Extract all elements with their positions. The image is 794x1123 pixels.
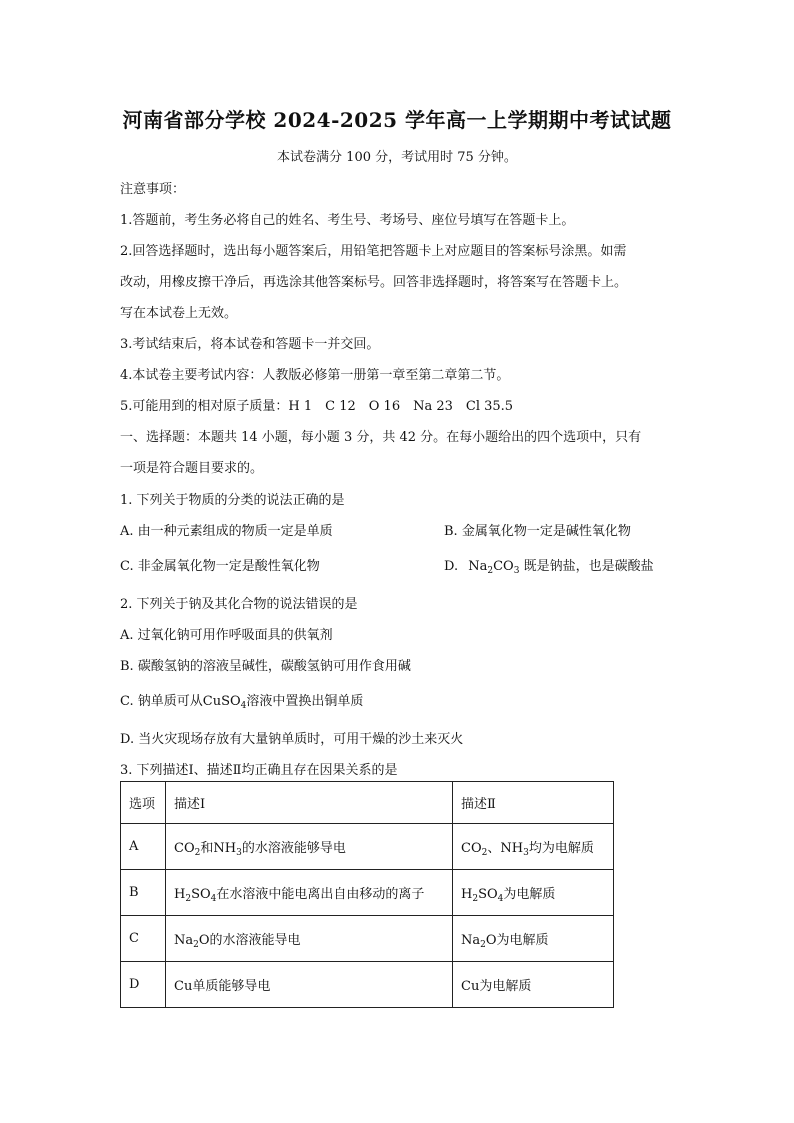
- formula-subscript: 4: [497, 894, 504, 904]
- formula-subscript: 3: [236, 848, 242, 858]
- q2-option-c: [120, 690, 363, 709]
- table-row: [121, 824, 614, 870]
- formula-subscript: 2: [472, 894, 479, 904]
- q2-option-c-text: 溶液中置换出铜单质: [246, 694, 364, 709]
- q1-option-d: [444, 555, 654, 574]
- q2-option-d: D. 当火灾现场存放有大量钠单质时，可用干燥的沙土来灭火: [120, 732, 464, 747]
- q3-stem: 3. 下列描述Ⅰ、描述Ⅱ均正确且存在因果关系的是: [120, 763, 398, 778]
- q2-option-c-formula: [203, 694, 247, 709]
- page-title: 河南省部分学校 2024-2025 学年高一上学期期中考试试题: [122, 108, 672, 132]
- note-item-3: 3.考试结束后，将本试卷和答题卡一并交回。: [120, 337, 380, 352]
- note-item-2-line-3: 写在本试卷上无效。: [120, 306, 238, 321]
- q1-stem: 1. 下列关于物质的分类的说法正确的是: [120, 493, 345, 508]
- section-1-heading-line-1: 一、选择题：本题共 14 小题，每小题 3 分，共 42 分。在每小题给出的四个选项中，只有: [120, 430, 642, 445]
- table-header-cell: 描述Ⅰ: [166, 782, 453, 824]
- q2-option-c-prefix: C. 钠单质可从: [120, 694, 203, 709]
- formula-subscript: 2: [193, 940, 199, 950]
- table-row: [121, 962, 614, 1008]
- note-item-1: 1.答题前，考生务必将自己的姓名、考生号、考场号、座位号填写在答题卡上。: [120, 213, 575, 228]
- note-item-2-line-2: 改动，用橡皮擦干净后，再选涂其他答案标号。回答非选择题时，将答案写在答题卡上。: [120, 275, 628, 290]
- text-part: 的水溶液能够导电: [241, 841, 346, 856]
- table-cell-description-1: [166, 824, 453, 870]
- formula-part: SO: [478, 887, 498, 902]
- formula-part: NH: [500, 841, 524, 856]
- formula-part: Na: [468, 559, 488, 574]
- table-cell-description-2: [453, 870, 614, 916]
- text-part: O的水溶液能导电: [198, 933, 301, 948]
- q2-option-a: A. 过氧化钠可用作呼吸面具的供氧剂: [120, 628, 333, 643]
- formula-subscript: 3: [513, 566, 520, 576]
- formula-part: SO: [191, 887, 211, 902]
- formula-part: NH: [213, 841, 237, 856]
- note-item-5: 5.可能用到的相对原子质量：H 1 C 12 O 16 Na 23 Cl 35.5: [120, 399, 514, 414]
- table-cell-description-2: [453, 916, 614, 962]
- text-part: 在水溶液中能电离出自由移动的离子: [216, 887, 425, 902]
- table-cell-option: C: [121, 916, 166, 962]
- formula-subscript: 2: [480, 940, 486, 950]
- table-header-cell: 描述Ⅱ: [453, 782, 614, 824]
- formula-part: Na: [174, 933, 194, 948]
- formula-part: CuSO: [202, 694, 241, 709]
- q1-option-b: B. 金属氧化物一定是碱性氧化物: [444, 524, 631, 539]
- formula-part: H: [461, 887, 473, 902]
- table-cell-description-2: [453, 824, 614, 870]
- formula-part: CO: [493, 559, 514, 574]
- text-part: Cu单质能够导电: [174, 979, 271, 994]
- formula-part: CO: [174, 841, 195, 856]
- note-item-2-line-1: 2.回答选择题时，选出每小题答案后，用铅笔把答题卡上对应题目的答案标号涂黑。如需: [120, 244, 627, 259]
- table-cell-option: B: [121, 870, 166, 916]
- text-part: 均为电解质: [528, 841, 594, 856]
- notes-heading: 注意事项：: [120, 182, 186, 197]
- text-part: 为电解质: [503, 887, 556, 902]
- q1-option-d-prefix: D.: [444, 559, 459, 574]
- q1-option-d-text: 既是钠盐，也是碳酸盐: [523, 559, 654, 574]
- table-row: [121, 916, 614, 962]
- q1-option-c: C. 非金属氧化物一定是酸性氧化物: [120, 559, 320, 574]
- table-header-cell: 选项: [121, 782, 166, 824]
- table-cell-option: A: [121, 824, 166, 870]
- q1-option-d-formula: [468, 559, 519, 574]
- formula-subscript: 2: [487, 566, 494, 576]
- formula-part: CO: [461, 841, 482, 856]
- section-1-heading-line-2: 一项是符合题目要求的。: [120, 461, 264, 476]
- table-cell-description-2: [453, 962, 614, 1008]
- table-header-row: [121, 782, 614, 824]
- q1-option-a: A. 由一种元素组成的物质一定是单质: [120, 524, 333, 539]
- formula-part: H: [174, 887, 186, 902]
- q2-stem: 2. 下列关于钠及其化合物的说法错误的是: [120, 597, 358, 612]
- formula-part: Na: [461, 933, 481, 948]
- formula-subscript: 2: [481, 848, 488, 858]
- table-cell-option: D: [121, 962, 166, 1008]
- text-part: Cu为电解质: [461, 979, 532, 994]
- formula-subscript: 2: [194, 848, 201, 858]
- formula-subscript: 4: [240, 701, 247, 711]
- formula-subscript: 2: [185, 894, 192, 904]
- formula-subscript: 4: [210, 894, 217, 904]
- q2-option-b: B. 碳酸氢钠的溶液呈碱性，碳酸氢钠可用作食用碱: [120, 659, 411, 674]
- table-row: [121, 870, 614, 916]
- q3-table: [120, 781, 614, 1008]
- text-part: 和: [200, 841, 214, 856]
- formula-subscript: 3: [523, 848, 529, 858]
- table-cell-description-1: [166, 916, 453, 962]
- table-cell-description-1: [166, 962, 453, 1008]
- text-part: 、: [487, 841, 501, 856]
- exam-subtitle: 本试卷满分 100 分，考试用时 75 分钟。: [277, 150, 517, 165]
- table-cell-description-1: [166, 870, 453, 916]
- note-item-4: 4.本试卷主要考试内容：人教版必修第一册第一章至第二章第二节。: [120, 368, 510, 383]
- text-part: O为电解质: [485, 933, 549, 948]
